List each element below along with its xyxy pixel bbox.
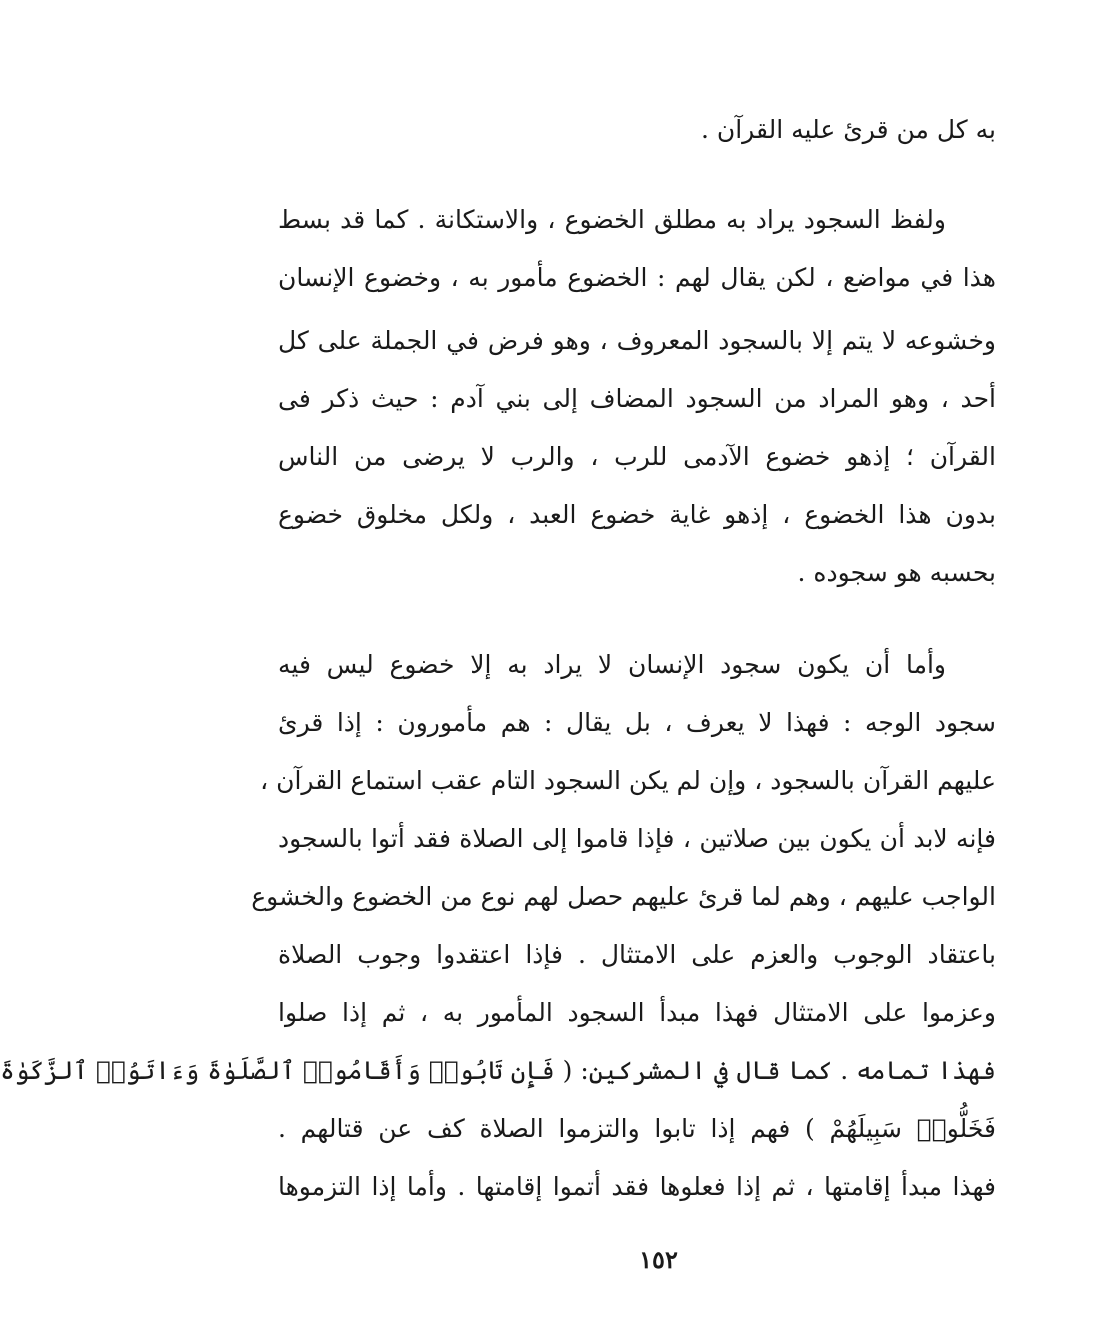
text-line: الواجب عليهم ، وهم لما قرئ عليهم حصل لهم نوع من الخضوع والخشوع bbox=[251, 882, 996, 911]
text-line: فإنه لابد أن يكون بين صلاتين ، فإذا قاموا إلى الصلاة فقد أتوا بالسجود bbox=[278, 824, 996, 853]
text-line: وعزموا على الامتثال فهذا مبدأ السجود المأمور به ، ثم إذا صلوا bbox=[278, 998, 996, 1027]
text-line: وخشوعه لا يتم إلا بالسجود المعروف ، وهو فرض في الجملة على كل bbox=[278, 326, 996, 355]
text-line: باعتقاد الوجوب والعزم على الامتثال . فإذا اعتقدوا وجوب الصلاة bbox=[278, 940, 996, 969]
text-line: سجود الوجه : فهذا لا يعرف ، بل يقال : هم مأمورون : إذا قرئ bbox=[278, 708, 996, 737]
text-line: ولفظ السجود يراد به مطلق الخضوع ، والاستكانة . كما قد بسط bbox=[278, 205, 946, 234]
quran-verse-line: فَخَلُّوا۟ سَبِيلَهُمْ ) فهم إذا تابوا والتزموا الصلاة كف عن قتالهم . bbox=[278, 1114, 996, 1143]
text-line: وأما أن يكون سجود الإنسان لا يراد به إلا خضوع ليس فيه bbox=[278, 650, 946, 679]
text-line: بدون هذا الخضوع ، إذهو غاية خضوع العبد ، ولكل مخلوق خضوع bbox=[278, 500, 996, 529]
page-number: ١٥٢ bbox=[639, 1245, 678, 1274]
text-line: هذا في مواضع ، لكن يقال لهم : الخضوع مأمور به ، وخضوع الإنسان bbox=[278, 263, 996, 292]
text-line: بحسبه هو سجوده . bbox=[797, 558, 996, 587]
text-line: فهذا مبدأ إقامتها ، ثم إذا فعلوها فقد أتموا إقامتها . وأما إذا التزموها bbox=[278, 1172, 996, 1201]
text-line: أحد ، وهو المراد من السجود المضاف إلى بني آدم : حيث ذكر فى bbox=[278, 384, 996, 413]
text-line: عليهم القرآن بالسجود ، وإن لم يكن السجود التام عقب استماع القرآن ، bbox=[260, 766, 996, 795]
text-line: به كل من قرئ عليه القرآن . bbox=[700, 115, 996, 144]
text-line: القرآن ؛ إذهو خضوع الآدمى للرب ، والرب لا يرضى من الناس bbox=[278, 442, 996, 471]
quran-verse-line: فهذا تمامه . كما قال في المشركين: ( فَإِن تَابُوا۟ وَأَقَامُوا۟ ٱلصَّلَوٰةَ وَءَاتَوُا۟ ٱلزَّكَوٰةَ bbox=[0, 1056, 996, 1085]
